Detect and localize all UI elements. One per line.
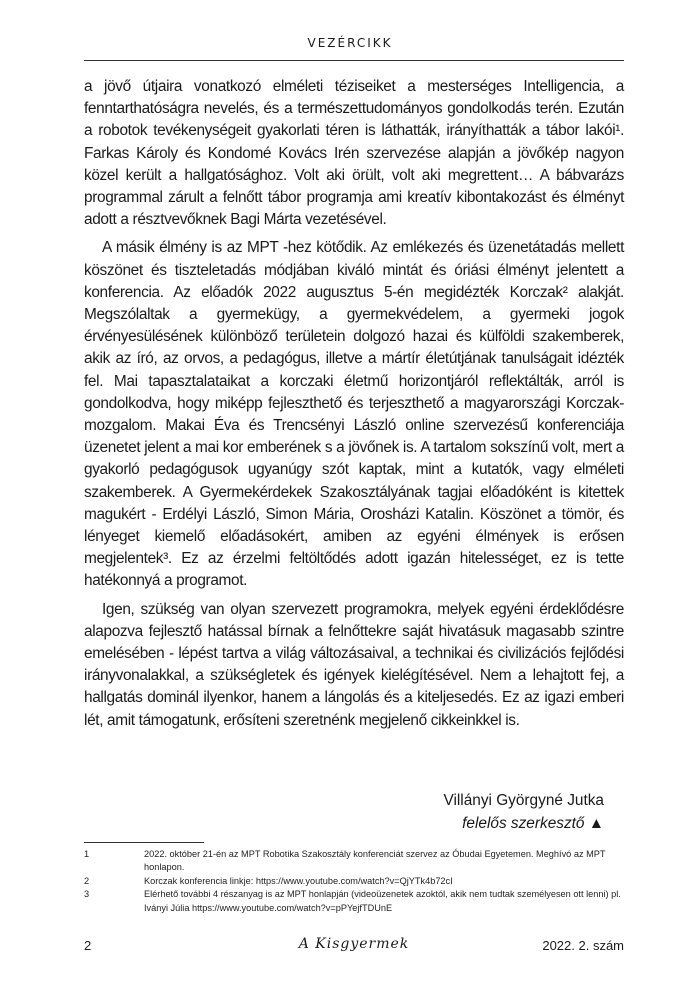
section-header: VEZÉRCIKK [307, 36, 393, 50]
footnote-text: Korczak konferencia linkje: https://www.youtube.com/watch?v=QjYTk4b72cI [144, 875, 453, 886]
footnote-3 [84, 888, 624, 915]
footnote-number: 3 [84, 889, 90, 900]
paragraph-2: A másik élmény is az MPT -hez kötődik. Az emlékezés és üzenetátadás mellett köszönet és tiszteletadás módjában kiváló mintát és óriási élményt jelentett a konferencia. Az előadók 2022 augusztus 5-én megidézték Korczak² alakját. Megszólaltak a gyermekügy, a gyermekvédelem, a gyermeki jogok érvényesülésének különböző területein dolgozó hazai és külföldi szakemberek, akik az író, az orvos, a pedagógus, illetve a mártír életútjának tanulságait idézték fel. Mai tapasztalataikat a korczaki életmű horizontjáról reflektálták, arról is gondolkodva, hogy miképp fejleszthető és terjeszthető a magyarországi Korczak-mozgalom. Makai Éva és Trencsényi László online szervezésű konferenciája üzenetet jelent a mai kor emberének s a jövőnek is. A tartalom sokszínű volt, mert a gyakorló pedagógusok ugyanúgy szót kaptak, mint a kutatók, vagy elméleti szakemberek. A Gyermekérdekek Szakosztályának tagjai előadóként is kitettek magukért - Erdélyi László, Simon Mária, Orosházi Katalin. Köszönet a tömör, és lényeget kiemelő előadásokért, amiben az egyéni élmények is erősen megjelentek³. Ez az érzelmi feltöltődés adott igazán hitelességet, ez is tette hatékonnyá a programot. [84, 239, 624, 590]
footnote-1 [84, 848, 624, 875]
issue-label: 2022. 2. szám [542, 938, 624, 953]
paragraph-3: Igen, szükség van olyan szervezett programokra, melyek egyéni érdeklődésre alapozva fejlesztő hatással bírnak a felnőttekre saját hivatásuk magasabb szintre emelésében - lépést tartva a világ változásaival, a technikai és civilizációs fejlődési irányvonalakkal, a szükségletek és igények kielégítésével. Nem a lehajtott fej, a hallgatás dominál ilyenkor, hanem a lángolás és a kiteljesedés. Ez az igazi emberi lét, amit támogatunk, erősíteni szeretnénk megjelenő cikkeinkkel is. [84, 600, 624, 729]
footnote-number: 2 [84, 875, 90, 886]
footnote-text: 2022. október 21-én az MPT Robotika Szakosztály konferenciát szervez az Óbudai Egyetemen. Meghívó az MPT honlapon. [144, 849, 606, 873]
footnote-number: 1 [84, 849, 90, 859]
article-body [84, 76, 624, 738]
footnote-divider [84, 842, 204, 843]
page-footer [84, 936, 624, 956]
footnotes [84, 848, 624, 915]
author-name: Villányi Györgyné Jutka [443, 792, 604, 809]
author-role: felelős szerkesztő ▲ [462, 815, 604, 832]
footnote-text: Elérhető további 4 részanyag is az MPT honlapján (videoüzenetek azoktól, akik nem tudtak személyesen ott lenni) pl. Iványi Júlia https://www.youtube.com/watch?v=pPYejfTDUnE [144, 889, 621, 913]
page-number: 2 [84, 938, 92, 953]
header-divider [84, 60, 624, 61]
paragraph-1: a jövő útjaira vonatkozó elméleti téziseiket a mesterséges Intelligencia, a fenntarthatóságra nevelés, és a természettudományos gondolkodás terén. Ezután a robotok tevékenységeit gyakorlati téren is láthatták, irányíthatták a tábor lakói¹. Farkas Károly és Kondomé Kovács Irén szervezése alapján a jövőkép nagyon közel került a hallgatósághoz. Volt aki örült, volt aki megrettent… A bábvarázs programmal zárult a felnőtt tábor programja ami kreatív kibontakozást és élményt adott a résztvevőknek Bagi Márta vezetésével. [84, 78, 624, 229]
footnote-2 [84, 875, 624, 888]
magazine-title: A Kisgyermek [298, 936, 410, 952]
